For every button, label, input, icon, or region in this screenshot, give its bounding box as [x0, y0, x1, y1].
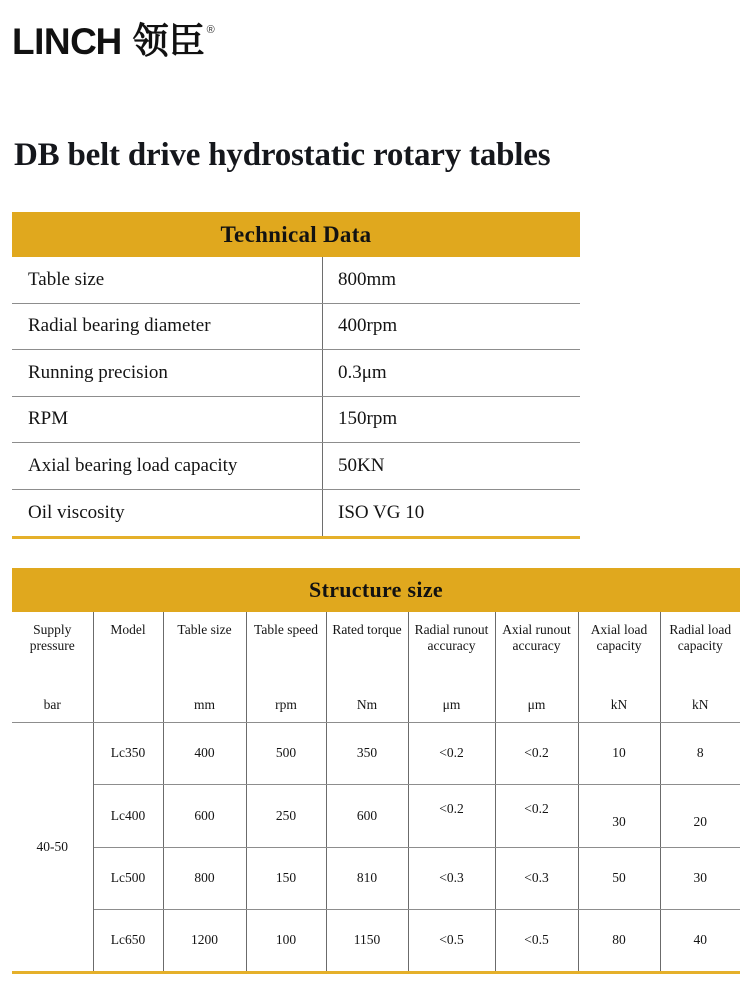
table-row — [12, 443, 580, 490]
column-header-unit: μm — [442, 697, 461, 712]
column-header-table-size — [163, 612, 246, 722]
table-row — [12, 910, 740, 973]
table-row — [12, 397, 580, 444]
cell-rated-torque: 350 — [326, 722, 408, 785]
cell-radial-load: 40 — [660, 910, 740, 973]
cell-table-size: 400 — [163, 722, 246, 785]
table-row — [12, 847, 740, 910]
brand-wordmark-latin-text: LINC — [12, 21, 97, 62]
technical-data-header-label: Technical Data — [220, 221, 372, 247]
cell-radial-runout: <0.2 — [408, 778, 495, 841]
column-header-name: Table speed — [254, 622, 318, 637]
cell-table-size: 1200 — [163, 910, 246, 973]
column-header-axial-runout-accuracy — [495, 612, 578, 722]
column-header-unit: rpm — [275, 697, 297, 712]
column-header-unit: μm — [527, 697, 546, 712]
technical-data-body — [12, 257, 580, 539]
technical-data-value: 0.3μm — [322, 350, 580, 396]
column-header-axial-load-capacity — [578, 612, 660, 722]
table-row — [12, 304, 580, 351]
column-header-name: Radial load capacity — [669, 622, 732, 653]
cell-table-speed: 500 — [246, 722, 326, 785]
column-header-unit: bar — [43, 697, 61, 712]
structure-size-header-label: Structure size — [309, 577, 443, 602]
cell-rated-torque: 600 — [326, 785, 408, 848]
cell-radial-runout: <0.5 — [408, 910, 495, 973]
brand-wordmark-latin — [12, 22, 123, 62]
technical-data-key: Radial bearing diameter — [28, 315, 211, 337]
column-header-radial-load-capacity — [660, 612, 740, 722]
table-row — [12, 490, 580, 537]
technical-data-key: RPM — [28, 408, 69, 430]
cell-model: Lc500 — [93, 847, 163, 910]
technical-data-value: 50KN — [322, 443, 580, 489]
cell-radial-runout: <0.2 — [408, 722, 495, 785]
cell-axial-runout: <0.3 — [495, 847, 578, 910]
brand-wordmark-cjk: 领臣 — [132, 21, 205, 62]
registered-trademark-icon: ® — [206, 24, 215, 36]
technical-data-key: Table size — [28, 268, 105, 290]
structure-size-table — [12, 568, 740, 974]
column-header-supply-pressure — [12, 612, 93, 722]
cell-axial-runout: <0.5 — [495, 910, 578, 973]
technical-data-key: Oil viscosity — [28, 501, 125, 523]
cell-rated-torque: 810 — [326, 847, 408, 910]
page-title: DB belt drive hydrostatic rotary tables — [14, 137, 551, 174]
technical-data-value: 800mm — [322, 257, 580, 303]
cell-table-speed: 150 — [246, 847, 326, 910]
structure-size-grid — [12, 612, 740, 974]
column-header-unit — [94, 712, 163, 714]
table-row — [12, 350, 580, 397]
technical-data-value: ISO VG 10 — [322, 490, 580, 537]
cell-table-speed: 250 — [246, 785, 326, 848]
cell-axial-load: 80 — [578, 910, 660, 973]
cell-radial-runout: <0.3 — [408, 847, 495, 910]
structure-size-column-headers — [12, 612, 740, 722]
technical-data-value: 400rpm — [322, 304, 580, 350]
cell-model: Lc650 — [93, 910, 163, 973]
column-header-radial-runout-accuracy — [408, 612, 495, 722]
cell-radial-load: 20 — [660, 791, 740, 854]
table-row — [12, 257, 580, 304]
brand-wordmark-mirrored-h: H — [96, 21, 123, 62]
column-header-name: Supply pressure — [29, 622, 75, 653]
table-row — [12, 722, 740, 785]
table-row — [12, 785, 740, 848]
column-header-name: Table size — [177, 622, 232, 637]
brand-logo — [12, 22, 215, 66]
cell-table-size: 600 — [163, 785, 246, 848]
column-header-model — [93, 612, 163, 722]
cell-table-size: 800 — [163, 847, 246, 910]
cell-axial-load: 30 — [578, 791, 660, 854]
cell-axial-runout: <0.2 — [495, 722, 578, 785]
column-header-name: Model — [110, 622, 146, 637]
cell-rated-torque: 1150 — [326, 910, 408, 973]
technical-data-header — [12, 212, 580, 257]
cell-table-speed: 100 — [246, 910, 326, 973]
column-header-unit: kN — [610, 697, 628, 712]
cell-model: Lc350 — [93, 722, 163, 785]
structure-size-header — [12, 568, 740, 612]
column-header-name: Axial runout accuracy — [502, 622, 571, 653]
cell-axial-load: 50 — [578, 847, 660, 910]
column-header-unit: Nm — [356, 697, 378, 712]
cell-radial-load: 30 — [660, 847, 740, 910]
column-header-name: Rated torque — [332, 622, 402, 637]
cell-model: Lc400 — [93, 785, 163, 848]
column-header-rated-torque — [326, 612, 408, 722]
cell-axial-runout: <0.2 — [495, 778, 578, 841]
supply-pressure-value: 40-50 — [12, 722, 93, 972]
cell-radial-load: 8 — [660, 722, 740, 785]
cell-axial-load: 10 — [578, 722, 660, 785]
column-header-name: Axial load capacity — [590, 622, 648, 653]
technical-data-key: Axial bearing load capacity — [28, 454, 238, 476]
column-header-unit: mm — [193, 697, 215, 712]
technical-data-table — [12, 212, 580, 539]
column-header-table-speed — [246, 612, 326, 722]
technical-data-value: 150rpm — [322, 397, 580, 443]
column-header-unit: kN — [692, 697, 709, 712]
column-header-name: Radial runout accuracy — [414, 622, 489, 653]
technical-data-key: Running precision — [28, 361, 168, 383]
